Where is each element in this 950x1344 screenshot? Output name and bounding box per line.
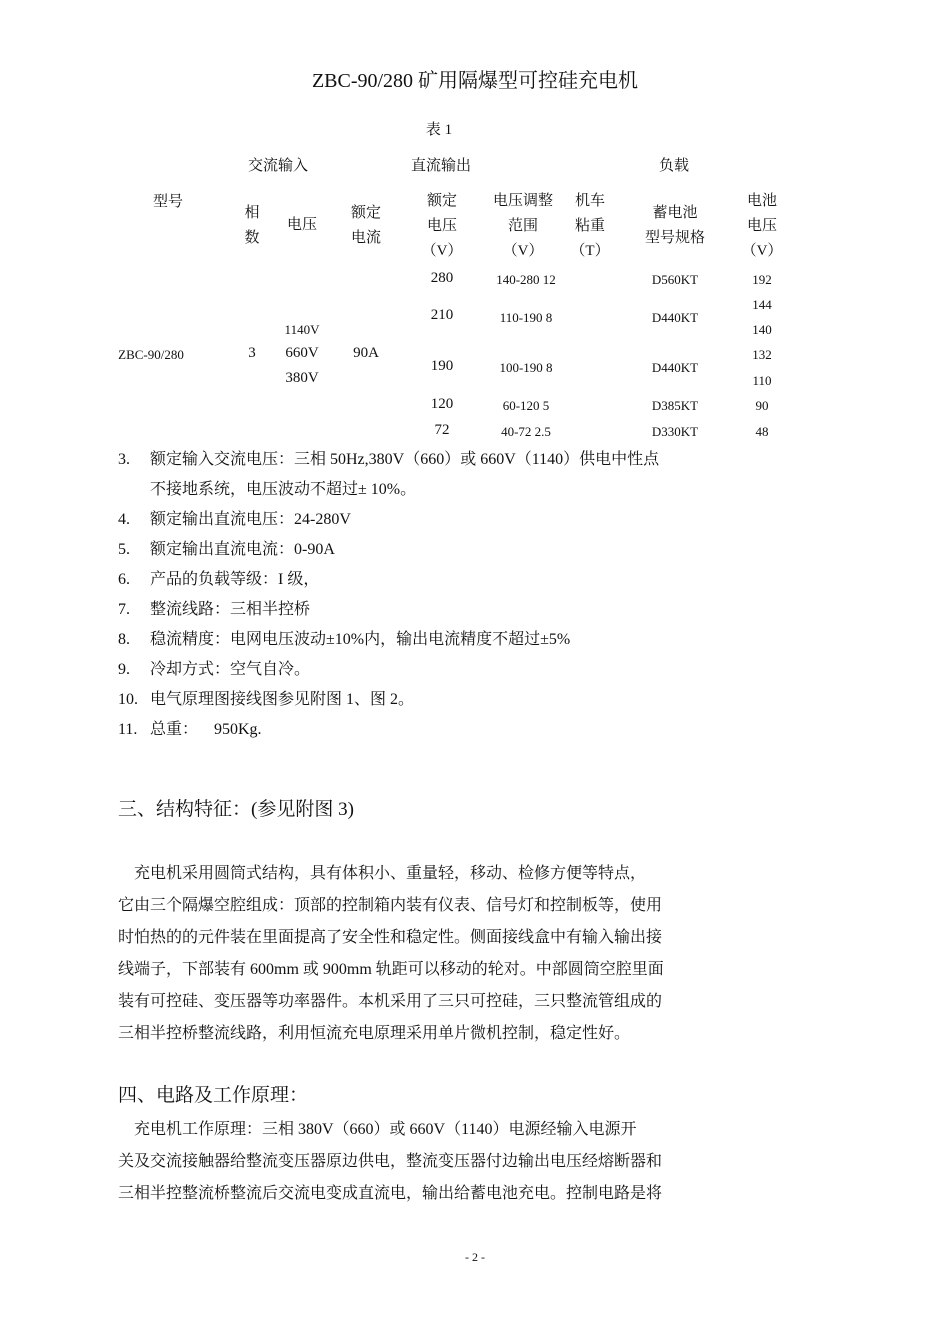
table-row-4-battery: D385KT (651, 398, 699, 413)
table-row-2-battery-voltage-a: 144 (752, 297, 772, 312)
list-item: 10. 电气原理图接线图参见附图 1、图 2。 (118, 691, 415, 708)
cell-ac-voltage-1140: 1140V (284, 322, 320, 337)
list-item: 5. 额定输出直流电流：0-90A (118, 541, 335, 558)
list-item: 3. 额定输入交流电压：三相 50Hz,380V（660）或 660V（1140）供电中性点 (118, 451, 660, 468)
page-number: - 2 - (465, 1250, 485, 1264)
header-rated-voltage: 额定 电压 （V） (421, 193, 463, 259)
cell-phases: 3 (248, 345, 256, 361)
table-row-3-range: 100-190 8 (499, 360, 553, 375)
table-row-2-rated-voltage: 210 (430, 307, 454, 323)
table-row-2-range: 110-190 8 (499, 310, 553, 325)
header-dc-output: 直流输出 (411, 158, 472, 174)
header-voltage: 电压 (286, 217, 317, 233)
section-3-paragraph: 充电机采用圆筒式结构，具有体积小、重量轻，移动、检修方便等特点， 它由三个隔爆空腔组成：顶部的控制箱内装有仪表、信号灯和控制板等，使用 时怕热的的元件装在里面提高了安全性和稳定性。侧面接线盒中有输入输出接 线端子，下部装有 600mm 或 900mm 轨距可以移动的轮对。中部圆筒空腔里面 装有可控硅、变压器等功率器件。本机采用了三只可控硅，三只整流管组成的 三相半控桥整流线路，利用恒流充电原理采用单片微机控制，稳定性好。 (118, 865, 664, 1042)
table-row-2-battery: D440KT (651, 310, 699, 325)
header-locomotive-weight: 机车 粘重 （T） (570, 193, 610, 259)
header-voltage-range: 电压调整 范围 （V） (492, 193, 553, 259)
section-3-heading: 三、结构特征：(参见附图 3) (118, 799, 354, 820)
table-row-5-rated-voltage: 72 (434, 422, 450, 438)
table-row-3-battery-voltage-a: 132 (752, 347, 772, 362)
table-row-5-battery-voltage: 48 (755, 424, 769, 439)
table-row-4-rated-voltage: 120 (430, 396, 454, 412)
header-battery-type: 蓄电池 型号规格 (644, 205, 705, 246)
header-model: 型号 (152, 194, 183, 210)
table-row-1-battery-voltage: 192 (752, 272, 772, 287)
table-row-3-rated-voltage: 190 (430, 358, 454, 374)
header-load: 负载 (659, 158, 690, 174)
list-item: 4. 额定输出直流电压：24-280V (118, 511, 351, 528)
table-row-4-range: 60-120 5 (502, 398, 550, 413)
cell-ac-voltage-660: 660V (285, 345, 319, 361)
table-row-2-battery-voltage-b: 140 (752, 322, 772, 337)
cell-rated-current: 90A (353, 345, 379, 361)
document-title: ZBC-90/280 矿用隔爆型可控硅充电机 (311, 70, 639, 92)
list-item: 9. 冷却方式：空气自冷。 (118, 661, 311, 678)
section-4-paragraph: 充电机工作原理：三相 380V（660）或 660V（1140）电源经输入电源开 关及交流接触器给整流变压器原边供电，整流变压器付边输出电压经熔断器和 三相半控整流桥整流后交流电变成直流电，输出给蓄电池充电。控制电路是将 (118, 1121, 663, 1202)
section-4-heading: 四、电路及工作原理： (118, 1085, 309, 1106)
table-row-3-battery-voltage-b: 110 (752, 373, 772, 388)
list-item-continuation: 不接地系统，电压波动不超过± 10%。 (150, 481, 417, 498)
table-row-5-range: 40-72 2.5 (501, 424, 551, 439)
table-row-1-rated-voltage: 280 (430, 270, 454, 286)
list-item: 6. 产品的负载等级：I 级， (118, 571, 320, 588)
spec-list (118, 445, 659, 745)
header-battery-voltage: 电池 电压 （V） (741, 193, 783, 259)
list-item: 7. 整流线路：三相半控桥 (118, 601, 311, 618)
header-rated-current: 额定 电流 (350, 205, 381, 246)
table-row-1-battery: D560KT (651, 272, 699, 287)
table-row-1-range: 140-280 12 (496, 272, 556, 287)
header-phases: 相 数 (244, 205, 260, 246)
cell-model: ZBC-90/280 (118, 347, 184, 362)
table-caption: 表 1 (425, 122, 453, 138)
cell-ac-voltage-380: 380V (285, 370, 319, 386)
table-row-4-battery-voltage: 90 (755, 398, 769, 413)
table-row-3-battery: D440KT (651, 360, 699, 375)
header-ac-input: 交流输入 (248, 158, 309, 174)
list-item: 11. 总重： 950Kg. (118, 721, 262, 738)
list-item: 8. 稳流精度：电网电压波动±10%内，输出电流精度不超过±5% (118, 631, 571, 648)
table-row-5-battery: D330KT (651, 424, 699, 439)
